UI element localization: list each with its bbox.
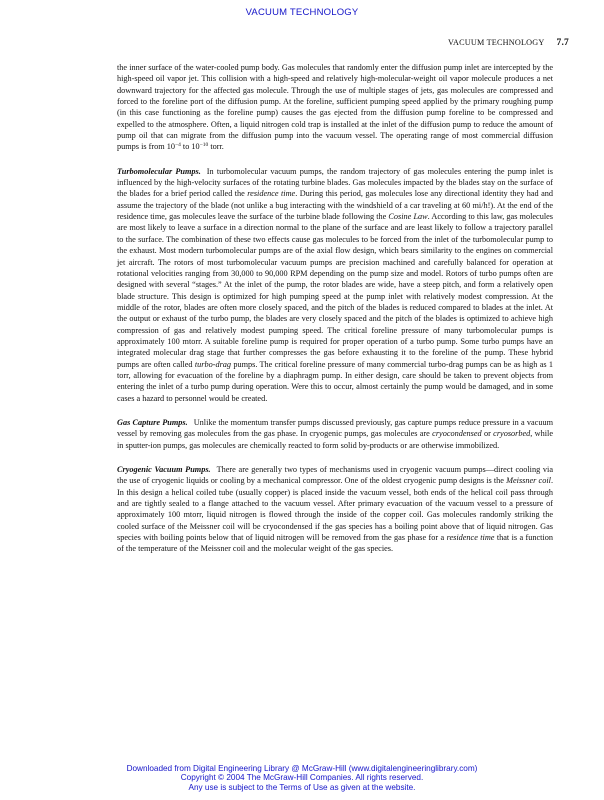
p1-exponent-b: −10 xyxy=(199,142,209,149)
section-heading-turbomolecular: Turbomolecular Pumps. xyxy=(117,166,201,176)
p2-text-1: In turbomolecular vacuum pumps, the random trajectory of gas molecules entering the pump inlet is influenced by the high-velocity surfaces of the rotating turbine blades. Gas molecules impacted by the blades stay on the surface of the blades for a brief period called the xyxy=(117,166,553,199)
paragraph-cryogenic-pumps xyxy=(117,464,553,555)
p3-text-1: Unlike the momentum transfer pumps discussed previously, gas capture pumps reduce pressure in a vacuum vessel by removing gas molecules from the gas phase. In cryogenic pumps, gas molecules are xyxy=(117,417,553,439)
p2-text-2: . During this period, gas molecules lose any directional identity they had and assume the trajectory of the blade (not unlike a bug interacting with the windshield of a car traveling at 60 mi/h!). At the end of the residence time, gas molecules leave the surface of the turbine blade following the xyxy=(117,189,553,222)
terms-of-use-link[interactable]: Any use is subject to the Terms of Use as given at the website. xyxy=(188,782,416,792)
p3-term-cryocondensed: cryocondensed xyxy=(432,429,482,439)
document-body xyxy=(117,62,553,568)
section-heading-gas-capture: Gas Capture Pumps. xyxy=(117,417,188,427)
p4-text-2: . In this design a helical coiled tube (usually copper) is placed inside the vacuum vessel, both ends of the helical coil pass through and are tightly sealed to a flange attached to the vacuum vessel. After primary evacuation of the vacuum vessel to a pressure of approximately 100 mtorr, liquid nitrogen is flowed through the inside of the copper coil. Gas molecules randomly striking the cooled surface of the Meissner coil will be cryocondensed if the gas species has a boiling point above that of liquid nitrogen. Gas species with boiling points below that of liquid nitrogen will be removed from the gas phase for a xyxy=(117,476,553,543)
download-footer xyxy=(0,764,604,792)
p1-text-c: torr. xyxy=(208,142,224,152)
section-heading-cryogenic: Cryogenic Vacuum Pumps. xyxy=(117,465,211,474)
running-title: VACUUM TECHNOLOGY xyxy=(447,38,545,47)
paragraph-turbomolecular-pumps xyxy=(117,166,553,404)
p1-text-a: the inner surface of the water-cooled pump body. Gas molecules that randomly enter the diffusion pump inlet are intercepted by the high-speed oil vapor jet. This collision with a high-speed and relatively high-molecular-weight oil vapor molecule produces a net downward trajectory for the affected gas molecule. Through the use of multiple stages of jets, gas molecules are compressed and forced to the foreline port of the diffusion pump. At the foreline, sufficient pumping speed applied by the primary roughing pump (in this case functioning as the foreline pump) causes the gas ejected from the diffusion pump foreline to be compressed and expelled to the atmosphere. Often, a liquid nitrogen cold trap is installed at the inlet of the diffusion pump to reduce the amount of pump oil that can migrate from the diffusion pump into the vacuum vessel. The operating range of most commercial diffusion pumps is from 10 xyxy=(117,63,553,152)
copyright-line: Copyright © 2004 The McGraw-Hill Companies. All rights reserved. xyxy=(180,773,424,783)
p1-exponent-a: −4 xyxy=(174,142,181,149)
p2-text-4: pumps. The critical foreline pressure of many commercial turbo-drag pumps can be as high as 1 torr, allowing for evacuation of the foreline by a diaphragm pump. In either design, care should be taken to prevent objects from entering the inlet of a turbo pump during operation. Were this to occur, almost certainly the pump would be damaged, and in some cases a hazard to personnel would be created. xyxy=(117,359,553,403)
p4-text-1: There are generally two types of mechanisms used in cryogenic vacuum pumps—direct cooling via the use of cryogenic liquids or cooling by a mechanical compressor. One of the oldest cryogenic pump designs is the xyxy=(117,465,553,486)
p2-text-3: . According to this law, gas molecules are most likely to leave a surface in a direction normal to the plane of the surface and are least likely to follow a trajectory parallel to the surface. The combination of these two effects cause gas molecules to be forced from the inlet of the turbomolecular pump to the exhaust. Most modern turbomolecular pumps are of the axial flow design, which bears similarity to the engines on commercial jet aircraft. The rotors of most turbomolecular vacuum pumps are precision machined and carefully balanced for operation at rotational velocities ranging from 30,000 to 90,000 RPM depending on the pump size and model. Rotors of turbo pumps often are designed with several “stages.” At the inlet of the pump, the rotor blades are wide, have a steep pitch, and form a relatively open blade structure. This design is optimized for high pumping speed at the pump inlet with relatively modest compression. At the middle of the rotor, blades are often more closely spaced, and the pitch of the blades is reduced compared to blades at the inlet. At the output or exhaust of the turbo pump, the blades are very closely spaced and the pitch of the blades is optimized to achieve high compression of gas and relatively modest pumping speed. The critical foreline pressure of many turbomolecular pumps is approximately 100 mtorr. A suitable foreline pump is required for proper operation of a turbo pump. Some turbo pumps have an integrated molecular drag stage that further compresses the gas before exhausting it to the foreline of the pump. These hybrid pumps are often called xyxy=(117,212,553,369)
p2-term-cosine-law: Cosine Law xyxy=(388,212,428,222)
p4-term-residence-time: residence time xyxy=(446,533,495,543)
p3-text-3: , while in sputter-ion pumps, gas molecules are chemically reacted to form solid by-products or are otherwise immobilized. xyxy=(117,429,553,450)
download-source-link[interactable]: Downloaded from Digital Engineering Library @ McGraw-Hill (www.digitalengineeringlibrary.com) xyxy=(126,764,478,773)
p4-text-3: that is a function of the temperature of the Meissner coil and the molecular weight of the gas species. xyxy=(117,533,553,554)
p2-term-turbo-drag: turbo-drag xyxy=(194,359,232,369)
paragraph-gas-capture-pumps xyxy=(117,417,553,451)
running-header xyxy=(448,38,569,48)
page-banner: VACUUM TECHNOLOGY xyxy=(245,7,359,18)
p4-term-meissner-coil: Meissner coil xyxy=(506,476,551,486)
p3-text-2: or xyxy=(481,429,494,439)
page-number: 7.7 xyxy=(556,38,569,48)
p3-term-cryosorbed: cryosorbed xyxy=(493,429,531,439)
p2-term-residence-time: residence time xyxy=(247,189,296,199)
p1-text-b: to 10 xyxy=(180,142,200,152)
paragraph-diffusion-pumps xyxy=(117,62,553,153)
